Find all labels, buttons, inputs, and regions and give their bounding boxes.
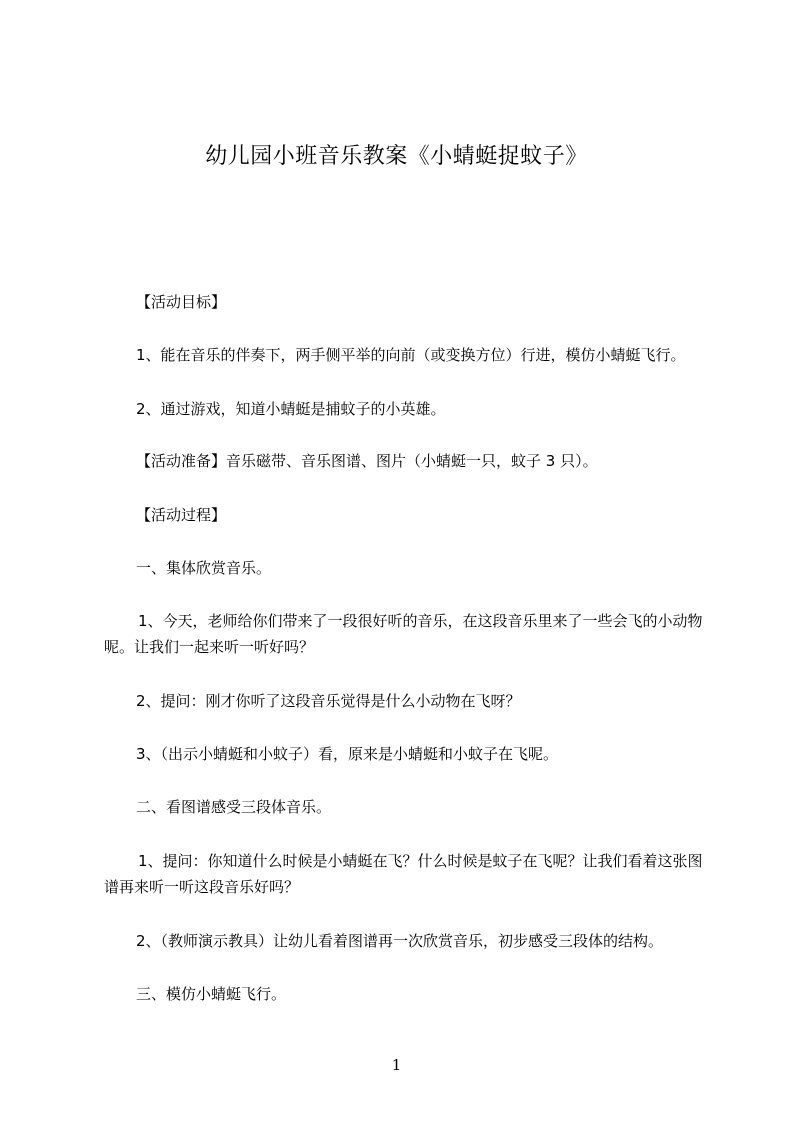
subheading: 三、模仿小蜻蜓飞行。: [136, 985, 287, 1003]
paragraph: 2、通过游戏，知道小蜻蜓是捕蚊子的小英雄。: [136, 400, 446, 418]
paragraph: 2、（教师演示教具）让幼儿看着图谱再一次欣赏音乐，初步感受三段体的结构。: [136, 932, 664, 950]
paragraph: 3、（出示小蜻蜓和小蚊子）看，原来是小蜻蜓和小蚊子在飞呢。: [136, 745, 559, 763]
subheading: 二、看图谱感受三段体音乐。: [136, 798, 332, 816]
paragraph: 1、提问：你知道什么时候是小蜻蜓在飞？什么时候是蚊子在飞呢？让我们看着这张图谱再来听一听这段音乐好吗？: [104, 852, 703, 896]
paragraph: 1、今天，老师给你们带来了一段很好听的音乐，在这段音乐里来了一些会飞的小动物呢。让我们一起来听一听好吗？: [104, 612, 703, 656]
section-heading-objectives: 【活动目标】: [136, 293, 227, 311]
page-number: 1: [391, 1056, 402, 1074]
paragraph: 2、提问：刚才你听了这段音乐觉得是什么小动物在飞呀？: [136, 692, 521, 710]
subheading: 一、集体欣赏音乐。: [136, 559, 272, 577]
document-title: 幼儿园小班音乐教案《小蜻蜓捉蚊子》: [205, 144, 588, 169]
paragraph: 1、能在音乐的伴奏下，两手侧平举的向前（或变换方位）行进，模仿小蜻蜓飞行。: [136, 346, 686, 364]
section-heading-process: 【活动过程】: [136, 506, 227, 524]
section-heading-preparation: 【活动准备】音乐磁带、音乐图谱、图片（小蜻蜓一只，蚊子 3 只）。: [136, 452, 598, 470]
